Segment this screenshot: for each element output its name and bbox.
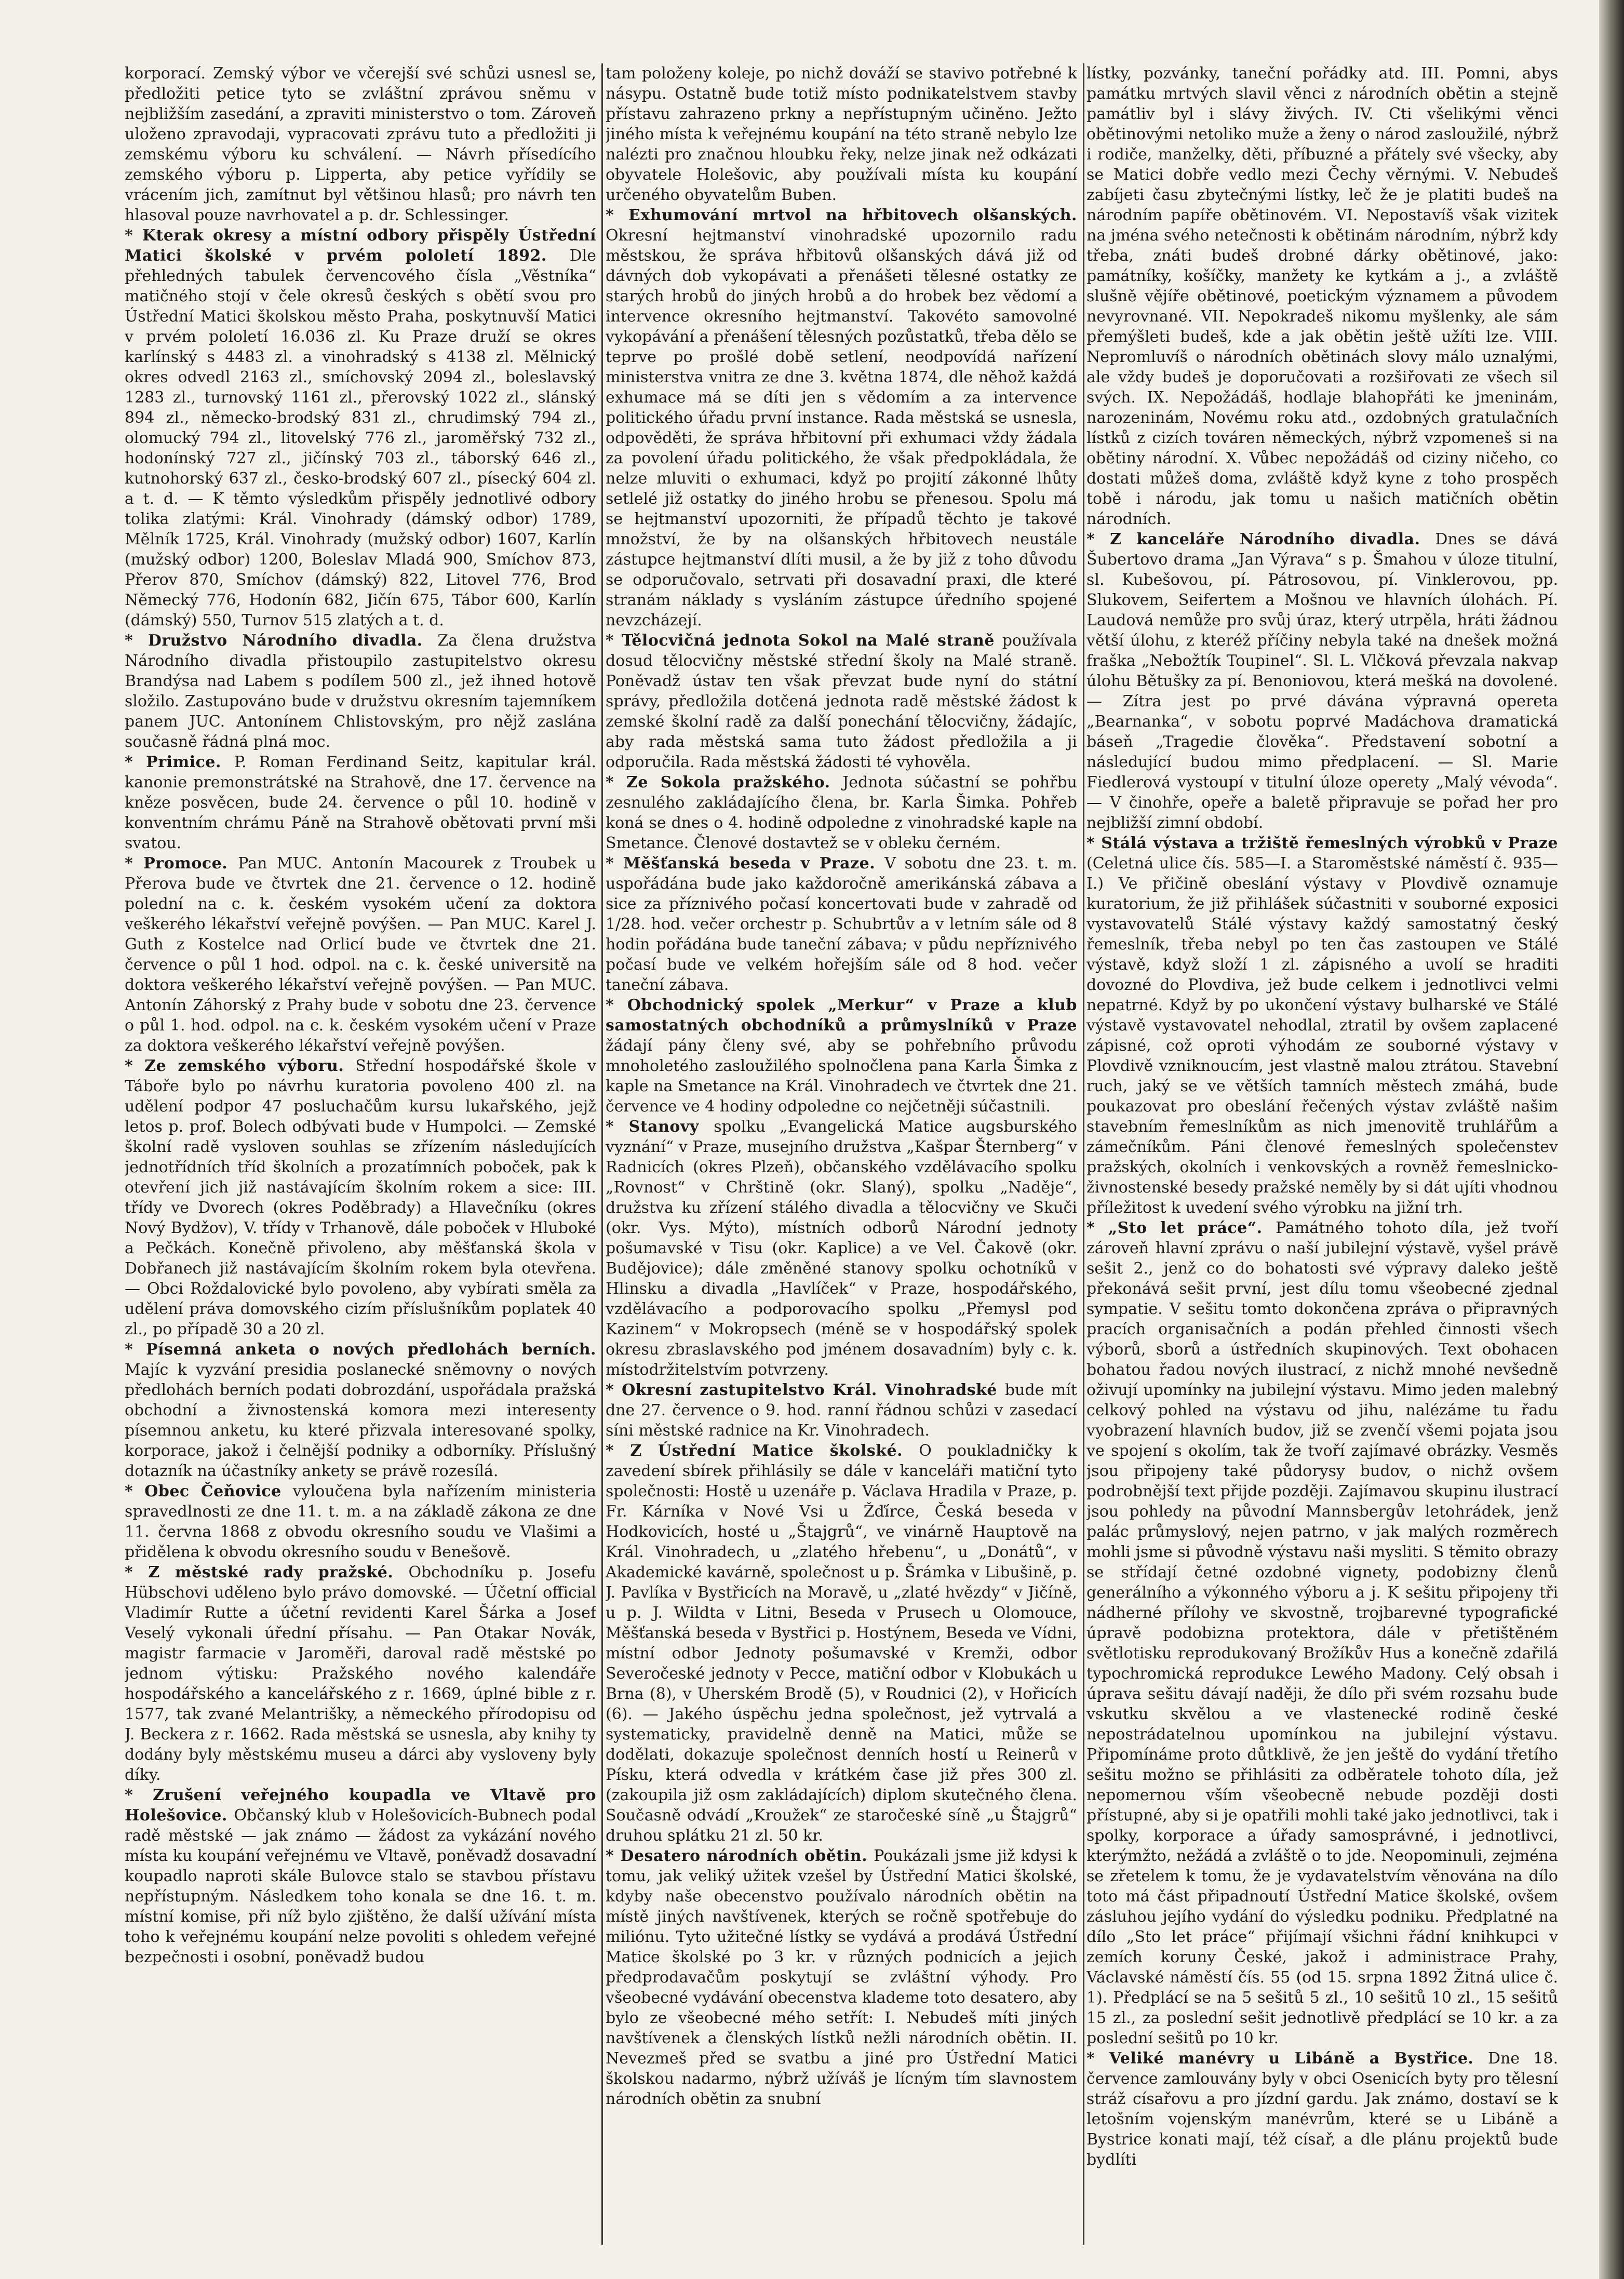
article-paragraph xyxy=(1086,63,1558,529)
article-paragraph xyxy=(125,631,596,752)
article-text: korporací. Zemský výbor ve včerejší své schůzi usnesl se, předložiti petice tyto se zvláštní zprávou sněmu v nejbližším zasedání, a zpraviti ministerstvo o tom. Zároveň uloženo zpravodaji, vypracovati zprávu tuto a předložiti ji zemskému výboru ku schválení. — Návrh přísedícího zemského výboru p. Lipperta, aby petice vyřídily se vrácením jich, zamítnut byl většinou hlasů; pro návrh ten hlasoval pouze navrhovatel a p. dr. Schlessinger. xyxy=(125,64,596,224)
article-heading: * Stálá výstava a tržiště řemeslných výrobků v Praze xyxy=(1086,834,1558,852)
article-paragraph xyxy=(125,853,596,1056)
article-text: žádají pány členy své, aby se pohřebního průvodu mnoholetého zasloužilého spolnočlena pana Karla Šimka z kaple na Smetance na Král. Vinohradech ve čtvrtek dne 21. července ve 4 hodiny odpoledne co nejčetněji súčastnili. xyxy=(606,1037,1077,1116)
article-text: Okresní hejtmanství vinohradské upozornilo radu městskou, že správa hřbitovů olšanských dává již od dávných dob vykopávati a přenášeti tělesné ostatky ze starých hrobů do jiných hrobů a do hrobek bez vědomí a intervence okresního hejtmanství. Takovéto samovolné vykopávání a přenášení tělesných pozůstatků, třeba dělo se teprve po prošlé době setlení, neodpovídá nařízení ministerstva vnitra ze dne 3. května 1874, dle něhož každá exhumace má se díti jen s vědomím a za intervence politického úřadu první instance. Rada městská se usnesla, odpověděti, že správa hřbitovní při exhumaci vždy žádala za povolení úřadu politického, že však předpokládala, že nelze mluviti o exhumaci, když po projití zákonné lhůty setlelé již ostatky do jiného hrobu se přenesou. Spolu má se hejtmanství upozorniti, že případů těchto je takové množství, že by na olšanských hřbitovech neustále zástupce hejtmanství dlíti musil, a že by již z toho důvodu se odporučovalo, setrvati při dosavadní praxi, dle které stranám náklady s vysláním zástupce úředního spojené nevzcházejí. xyxy=(606,226,1077,629)
article-heading: * Tělocvičná jednota Sokol na Malé straně xyxy=(606,632,1002,650)
article-text: spolku „Evangelická Matice augsburského vyznání“ v Praze, musejního družstva „Kašpar Šternberg“ v Radnicích (okres Plzeň), občanského vzdělávacího spolku „Rovnost“ v Chrštině (okr. Slaný), spolku „Naděje“, družstva ku zřízení stálého divadla a tělocvičny ve Skuči (okr. Vys. Mýto), místních odborů Národní jednoty pošumavské v Tisu (okr. Kaplice) a ve Vel. Čakově (okr. Budějovice); dále změněné stanovy spolku ochotníků v Hlinsku a divadla „Havlíček“ v Praze, hospodářského, vzdělávacího a podporovacího spolku „Přemysl pod Kazinem“ v Mokropsech (méně se v hospodářský spolek okresu zbraslavského pod jménem dosavadním) byly c. k. místodržitelstvím potvrzeny. xyxy=(606,1118,1077,1379)
article-paragraph xyxy=(125,1481,596,1562)
article-heading: * Obec Čeňovice xyxy=(125,1482,293,1500)
article-text: Občanský klub v Holešovicích-Bubnech podal radě městské — jak známo — žádost za vykázání nového místa ku koupání veřejnému ve Vltavě, poněvadž dosavadní koupadlo naproti skále Bulovce stalo se stavbou přístavu nepřístupným. Následkem toho konala se dne 16. t. m. místní komise, při níž bylo zjištěno, že další užívání místa toho k veřejnému koupání nelze povoliti s ohledem veřejné bezpečnosti i osobní, poněvadž budou xyxy=(125,1806,596,1966)
column-rule-1 xyxy=(601,63,603,2245)
article-heading: * Promoce. xyxy=(125,854,238,873)
article-paragraph xyxy=(606,772,1077,853)
article-text: vyloučena byla nařízením ministeria spravedlnosti ze dne 11. t. m. a na základě zákona ze dne 11. června 1868 z obvodu okresního soudu ve Vlašimi a přidělena k obvodu okresního soudu v Benešově. xyxy=(125,1482,596,1561)
article-heading: * Družstvo Národního divadla. xyxy=(125,632,438,650)
article-paragraph xyxy=(606,63,1077,205)
article-text: V sobotu dne 23. t. m. uspořádána bude jako každoročně amerikánská zábava a sice za příznivého počasí koncertovati bude v zahradě od 1/28. hod. večer orchestr p. Schubrtův a v letním sále od 8 hodin pořádána bude taneční zábava; v půdu nepříznivého počasí bude ve velkém hořejším sále od 8 hod. večer taneční zábava. xyxy=(606,854,1077,994)
article-text: (Celetná ulice čís. 585—I. a Staroměstské náměstí č. 935—I.) Ve přičině obeslání výstavy v Plovdivě oznamuje kuratorium, že již přihlášek súčastniti v souborné exposici vystavovatelů Stálé výstavy každý samostatný český řemeslník, třeba nebyl po ten čas zastoupen ve Stálé výstavě, když složí 1 zl. zápisného a uvolí se hraditi dovozné do Plovdiva, jež bude celkem i jednotlivci velmi nepatrné. Když by po ukončení výstavy bulharské ve Stálé výstavě vystavovatel nehodlal, ztratil by ovšem zaplacené zápisné, což oproti výhodám ze souborné výstavy v Plovdivě vzniknoucím, jest vlastně malou ztrátou. Stavební ruch, jaký se ve větších tamních městech zmáhá, bude poukazovat pro obeslání řečených výstav zvláště našim stavebním řemeslníkům as nich jmenovitě truhlářům a zámečníkům. Páni členové řemeslných společenstev pražských, okolních i venkovských a rovněž řemeslnicko-živnostenské besedy pražské neměly by si dát ujíti vhodnou příležitost k uvedení svého výrobku na jižní trh. xyxy=(1086,854,1558,1217)
article-paragraph xyxy=(125,1056,596,1339)
column-2 xyxy=(606,63,1077,2245)
article-paragraph xyxy=(125,1339,596,1481)
article-heading: * Ze Sokola pražského. xyxy=(606,773,843,792)
article-heading: * Měšťanská beseda v Praze. xyxy=(606,854,885,873)
article-heading: * Okresní zastupitelstvo Král. Vinohradské xyxy=(606,1381,1005,1399)
article-heading: * Obchodnický spolek „Merkur“ v Praze a klub samostatných obchodníků a průmyslníků v Praze xyxy=(606,996,1077,1035)
article-heading: * Kterak okresy a místní odbory přispěly Ústřední Matici školské v prvém pololetí 1892. xyxy=(125,226,596,265)
article-text: O poukladničky k zavedení sbírek přihlásily se dále v kanceláři matiční tyto společnosti: Hostě u uzenáře p. Václava Hradila v Praze, p. Fr. Kárníka v Nové Vsi u Žďírce, Česká beseda v Hodkovicích, hosté u „Štajgrů“, ve vinárně Hauptově na Král. Vinohradech, u „zlatého hřebenu“, u „Donátů“, v Akademické kavárně, společnost u p. Šrámka v Libušině, p. J. Pavlíka v Bystřicích na Moravě, u „zlaté hvězdy“ v Jičíně, u p. J. Wildta v Litni, Beseda v Prusech u Olomouce, Měšťanská beseda v Bystřici p. Hostýnem, Beseda ve Vídni, místní odbor Jednoty pošumavské v Kremži, odbor Severočeské jednoty v Pecce, matiční odbor v Klobukách u Brna (8), v Uherském Brodě (5), v Roudnici (2), v Hořicích (6). — Jakého úspěchu jedna společnost, jež vytrvalá a systematicky, pravidelně denně na Matici, může se dodělati, dokazuje společnost denních hostí u Reinerů v Písku, která odvedla v krátkém čase již přes 300 zl. (zakoupila již osm zakládajících) diplom skutečného člena. Současně odvádí „Kroužek“ ze staročeské síně „u Štajgrů“ druhou splátku 21 zl. 50 kr. xyxy=(606,1442,1077,1845)
article-text: Pan MUC. Antonín Macourek z Troubek u Přerova bude ve čtvrtek dne 21. července o 12. hodině polední na c. k. českém vysokém učení za doktora veškerého lékařství veřejně povýšen. — Pan MUC. Karel J. Guth z Kostelce nad Orlicí bude ve čtvrtek dne 21. července o půl 1 hod. odpol. na c. k. české universitě na doktora veškerého lékařství veřejně povýšen. — Pan MUC. Antonín Záhorský z Prahy bude v sobotu dne 23. července o půl 1. hod. odpol. na c. k. českém vysokém učení v Praze za doktora veškerého lékařství veřejně povýšen. xyxy=(125,854,596,1055)
article-text: Poukázali jsme již kdysi k tomu, jak veliký užitek vzešel by Ústřední Matici školské, kdyby naše obecenstvo používalo národních obětin na místě jiných navštívenek, kterých se ročně spotřebuje do miliónu. Tyto užitečné lístky se vydává a prodává Ústřední Matice školské po 3 kr. v různých podnicích a jejich předprodavačům poskytují se zvláštní výhody. Pro všeobecné vydávání obecenstva klademe toto desatero, aby bylo ze všeobecné mého setřít: I. Nebudeš míti jiných navštívenek a členských lístků nežli národních obětin. II. Nevezmeš před se svatbu a jiné pro Ústřední Matici školskou nadarmo, nýbrž užíváš je lícným tím slavnostem národních obětin za snubní xyxy=(606,1847,1077,2108)
article-heading: * Z kanceláře Národního divadla. xyxy=(1086,530,1435,548)
article-paragraph xyxy=(606,1380,1077,1441)
article-heading: * Zrušení veřejného koupadla ve Vltavě pro Holešovice. xyxy=(125,1786,596,1825)
article-text: bude mít dne 27. července o 9. hod. ranní řádnou schůzi v zasedací síni městské radnice na Kr. Vinohradech. xyxy=(606,1381,1077,1440)
article-paragraph xyxy=(1086,2048,1558,2170)
article-paragraph xyxy=(606,205,1077,631)
article-paragraph xyxy=(606,1846,1077,2109)
article-heading: * Písemná anketa o nových předlohách berních. xyxy=(125,1340,596,1359)
article-text: lístky, pozvánky, taneční pořádky atd. III. Pomni, abys památku mrtvých slavil věnci z národních obětin a stejně památliv byl i slávy živých. IV. Cti všelikými věnci obětinovými netoliko muže a ženy o národ zasloužilé, nýbrž i rodiče, manželky, děti, příbuzné a přátely své všecky, aby se Matici dobře vedlo mezi Čechy věrnými. V. Nebudeš zabíjeti času zbytečnými lístky, leč že je platiti budeš na národním papíře obětinovém. VI. Nepostavíš však vizitek na jména svého netečnosti k obětinám národním, nýbrž kdy třeba, znáti budeš drobné dárky obětinové, jako: památníky, košíčky, manžety ke kytkám a j., a zvláště slušně vějíře obětinové, poetickým významem a původem nevyrovnané. VII. Nepokradeš nikomu myšlenky, ale sám přemýšleti budeš, kde a jak obětin ještě užíti lze. VIII. Nepromluvíš o národních obětinách slovy málo uznalými, ale vždy budeš je doporučovati a rozšiřovati ze všech sil svých. IX. Nepožádáš, hodlaje blahopřáti ke jmeninám, narozeninám, Novému roku atd., ozdobných gratulačních lístků z cizích továren německých, nýbrž vzpomeneš si na obětiny národní. X. Vůbec nepožádáš od ciziny ničeho, co dostati můžeš doma, zvláště když kyne z toho prospěch tobě i národu, jak tomu u našich matičních obětin národních. xyxy=(1086,64,1558,528)
article-paragraph xyxy=(125,1785,596,1967)
column-3 xyxy=(1086,63,1558,2245)
article-paragraph xyxy=(125,752,596,853)
article-text: Jednota súčastní se pohřbu zesnulého zakládajícího člena, br. Karla Šimka. Pohřeb koná se dnes o 4. hodině odpoledne z vinohradské kaple na Smetance. Členové dostavtež se v obleku černém. xyxy=(606,773,1077,852)
article-paragraph xyxy=(606,1441,1077,1846)
article-heading: * Stanovy xyxy=(606,1118,714,1136)
article-paragraph xyxy=(606,853,1077,995)
column-1 xyxy=(125,63,596,2245)
article-text: Majíc k vyzvání presidia poslanecké sněmovny o nových předlohách berních podati dobrozdání, uspořádala pražská obchodní a živnostenská komora mezi interesenty písemnou anketu, ku které přizvala interesované spolky, korporace, jakož i čelnější podniky a odborníky. Příslušný dotazník na účastníky ankety se právě rozesílá. xyxy=(125,1361,596,1480)
text-columns xyxy=(125,63,1558,2245)
article-paragraph xyxy=(125,63,596,225)
article-text: Za člena družstva Národního divadla přistoupilo zastupitelstvo okresu Brandýsa nad Labem s podílem 500 zl., jež ihned hotově složilo. Zastupováno bude v družstvu okresním tajemníkem panem JUC. Antonínem Chlistovským, pro nějž zaslána současně řádná plná moc. xyxy=(125,632,596,751)
article-text: Dle přehledných tabulek červencového čísla „Věstníka“ matičného stojí v čele okresů českých s obětí svou pro Ústřední Matici školskou město Praha, poskytnuvší Matici v prvém pololetí 16.036 zl. Ku Praze druží se okres karlínský s 4483 zl. a vinohradský s 4138 zl. Mělnický okres odvedl 2163 zl., smíchovský 2094 zl., boleslavský 1283 zl., turnovský 1161 zl., přerovský 1022 zl., slánský 894 zl., německo-brodský 831 zl., chrudimský 794 zl., olomucký 794 zl., litovelský 776 zl., jaroměřský 732 zl., hodonínský 727 zl., jičínský 703 zl., táborský 646 zl., kutnohorský 637 zl., česko-brodský 607 zl., písecký 604 zl. a t. d. — K těmto výsledkům přispěly jednotlivé odbory tolika zlatými: Král. Vinohrady (dámský odbor) 1789, Mělník 1725, Král. Vinohrady (mužský odbor) 1607, Karlín (mužský odbor) 1200, Boleslav Mladá 900, Smíchov 873, Přerov 870, Smíchov (dámský) 822, Litovel 776, Brod Německý 776, Hodonín 682, Jičín 675, Tábor 600, Karlín (dámský) 550, Turnov 515 zlatých a t. d. xyxy=(125,247,596,629)
article-heading: * Z městské rady pražské. xyxy=(125,1563,409,1581)
article-heading: * Primice. xyxy=(125,753,235,771)
article-paragraph xyxy=(606,631,1077,772)
article-heading: * Ze zemského výboru. xyxy=(125,1057,356,1075)
article-text: používala dosud tělocvičny městské střední školy na Malé straně. Poněvadž ústav ten však převzat bude nyní do státní správy, předložila dotčená jednota radě městské žádost k zemské školní radě za další ponechání tělocvičny, žádajíc, aby rada městská sama tuto žádost předložila a ji odporučila. Rada městská žádosti té vyhověla. xyxy=(606,632,1077,771)
article-heading: * Veliké manévry u Libáně a Bystřice. xyxy=(1086,2049,1488,2068)
article-paragraph xyxy=(606,995,1077,1117)
article-paragraph xyxy=(125,1562,596,1785)
article-text: Dnes se dává Šubertovo drama „Jan Výrava“ s p. Šmahou v úloze titulní, sl. Kubešovou, pí. Pátrosovou, pí. Vinklerovou, pp. Slukovem, Seifertem a Mošnou ve hlavních úlohách. Pí. Laudová nemůže pro svůj úraz, který utrpěla, hráti žádnou větší úlohu, z kteréž příčiny nebyla také na dnešek možná fraška „Nebožtík Toupinel“. Sl. L. Vlčková převzala nakvap úlohu Bětušky za pí. Benoniovou, která mešká na dovolené. — Zítra jest po prvé dávána výpravná opereta „Bearnanka“, v sobotu poprvé Madáchova dramatická báseň „Tragedie člověka“. Představení sobotní a následující budou mimo předplacení. — Sl. Marie Fiedlerová vystoupí v titulní úloze operety „Malý vévoda“. — V činohře, opeře a baletě připravuje se pořad her pro nejbližší zimní období. xyxy=(1086,530,1558,832)
article-text: tam položeny koleje, po nichž dováží se stavivo potřebné k násypu. Ostatně bude totiž místo podnikatelstvem stavby přístavu zahrazeno prkny a nepřístupným učiněno. Ježto jiného místa k veřejnému koupání na této straně nebylo lze nalézti pro značnou hloubku řeky, nelze jinak než odkázati obyvatele Holešovic, aby používali místa ku koupání určeného obyvatelům Buben. xyxy=(606,64,1077,204)
article-heading: * Exhumování mrtvol na hřbitovech olšanských. xyxy=(606,206,1077,224)
article-paragraph xyxy=(1086,833,1558,1218)
article-text: Střední hospodářské škole v Táboře bylo po návrhu kuratoria povoleno 400 zl. na udělení podpor 47 posluchačům kursu lukařského, jejž letos p. prof. Bolech odbývati bude v Humpolci. — Zemské školní radě vysloven souhlas se zřízením následujících jednotřídních tříd školních a prozatímních poboček, pak k otevření jich již nastávajícím školním rokem a sice: III. třídy ve Dvorech (okres Poděbrady) a Hlavečníku (okres Nový Bydžov), V. třídy v Trhanově, dále poboček v Hluboké a Pečkách. Konečně přivoleno, aby měšťanská škola v Dobřanech již nastávajícím školním rokem byla otevřena. — Obci Roždalovické bylo povoleno, aby vybírati směla za udělení práva domovského cizím příslušníkům poplatek 40 zl., po případě 30 a 20 zl. xyxy=(125,1057,596,1338)
article-text: Obchodníku p. Josefu Hübschovi uděleno bylo právo domovské. — Účetní official Vladimír Rutte a účetní revidenti Karel Šárka a Josef Veselý vykonali úřední přísahu. — Pan Otakar Novák, magistr farmacie v Jaroměři, daroval radě městské po jednom výtisku: Pražského nového kalendáře hospodářského a kancelářského z r. 1669, úplné bible z r. 1577, tak zvané Melantrišky, a německého přírodopisu od J. Beckera z r. 1662. Rada městská se usnesla, aby knihy ty dodány byly městskému museu a dárci aby vysloveny byly díky. xyxy=(125,1563,596,1784)
article-heading: * Desatero národních obětin. xyxy=(606,1847,874,1865)
article-heading: * Z Ústřední Matice školské. xyxy=(606,1442,919,1460)
article-text: P. Roman Ferdinand Seitz, kapitular král. kanonie premonstrátské na Strahově, dne 17. července na kněze posvěcen, bude 24. července o půl 10. hodině v konventním chrámu Páně na Strahově obětovati první mši svatou. xyxy=(125,753,596,852)
article-text: Památného tohoto díla, jež tvoří zároveň hlavní zprávu o naší jubilejní výstavě, vyšel právě sešit 2., jenž co do bohatosti své výpravy daleko ještě překonává sešit první, jest dílu tomu všeobecné zjednal sympatie. V sešitu tomto dokončena zpráva o připravných pracích organisačních a podán přehled činnosti všech výborů, sborů a ústředních skupinových. Text obohacen bohatou řadou nových ilustrací, z nichž mnohé nevšedně oživují upomínky na jubilejní výstavu. Mimo jeden malebný celkový pohled na výstavu od jihu, nalézáme tu řadu vyobrazení hlavních budov, již se zvenčí všemi pojata jsou ve spojení s okolím, tak že tvoří zajímavé obrázky. Vesměs jsou připojeny také půdorysy budov, o nichž ovšem podrobnější text přijde později. Zajímavou skupinu ilustrací jsou pohledy na původní Mannsbergův letohrádek, jenž palác průmyslový, nejen patrno, v jak malých rozměrech mohli jsme si původně výstavu naši mysliti. S těmito obrazy se střídají četné ozdobné vignety, podobizny členů generálního a výkonného výboru a j. K sešitu připojeny tři nádherné přílohy ve skvostně, trojbarevné typografické úpravě podobizna protektora, dále v přetištěném světlotisku reprodukovaný Brožíkův Hus a konečně zdařilá typochromická reprodukce Lewého Madony. Celý obsah i úprava sešitu dávají naději, že dílo při svém rozsahu bude vskutku skvělou a ve vlastenecké rodině české nepostrádatelnou upomínkou na jubilejní výstavu. Připomínáme proto důtklivě, že jen ještě do vydání třetího sešitu možno se přihlásiti za odběratele tohoto díla, jež nepomernou vším všeobecně nebude později dosti přístupné, aby si je opatřili mohli také jako jednotlivci, tak i spolky, korporace a úřady samosprávné, i jednotlivci, kterýmžto, nežádá a zvláště o to jde. Neopominuli, zejména se zřetelem k tomu, že je vydavatelstvím věnována na dílo toto má část připadnoutí Ústřední Matice školské, ovšem zásluhou jejího vydání do výsledku podniku. Předplatné na dílo „Sto let práce“ přijímají všichni řádní knihkupci v zemích koruny České, jakož i administrace Prahy, Václavské náměstí čís. 55 (od 15. srpna 1892 Žitná ulice č. 1). Předplácí se na 5 sešitů 5 zl., 10 sešitů 10 zl., 15 sešitů 15 zl., za poslední sešit jednotlivě předplácí se 10 kr. a za poslední sešitů po 10 kr. xyxy=(1086,1219,1558,2047)
article-text: Dne 18. července zamlouvány byly v obci Osenicích byty pro tělesní stráž císařovu a pro jízdní gardu. Jak známo, dostaví se k letošním vojenským manévrům, které se u Libáně a Bystrice konati mají, též císař, a dle plánu projektů bude bydlíti xyxy=(1086,2049,1558,2169)
column-rule-2 xyxy=(1083,63,1084,2245)
article-paragraph xyxy=(606,1117,1077,1380)
article-paragraph xyxy=(125,225,596,631)
article-paragraph xyxy=(1086,1218,1558,2048)
article-paragraph xyxy=(1086,529,1558,833)
article-heading: * „Sto let práce“. xyxy=(1086,1219,1276,1237)
